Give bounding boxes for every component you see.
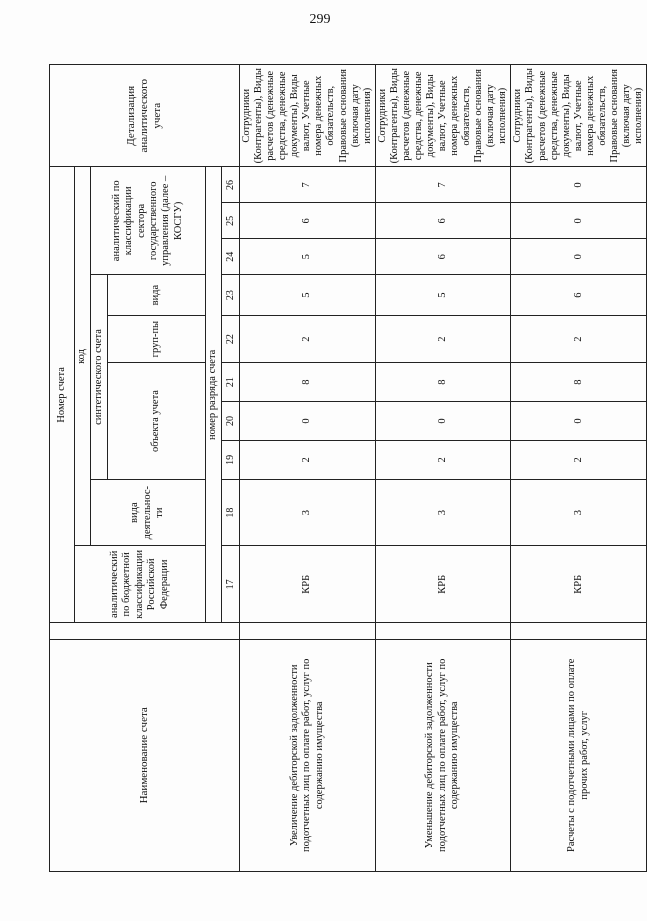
digit-cell: 25 <box>222 203 240 239</box>
accounts-table <box>49 64 647 872</box>
header-activity-type: вида деятельнос-ти <box>91 479 206 546</box>
header-account-object: объекта учета <box>108 363 206 480</box>
value-cell: 6 <box>375 203 511 239</box>
rotated-sheet <box>49 64 644 872</box>
digit-cell: 18 <box>222 479 240 546</box>
value-cell: 2 <box>375 316 511 363</box>
value-cell: 2 <box>511 440 647 479</box>
value-cell: КРБ <box>511 546 647 623</box>
digit-cell: 21 <box>222 363 240 402</box>
header-account-name: Наименование счета <box>50 639 240 871</box>
page-number: 299 <box>309 12 331 27</box>
value-cell: 8 <box>511 363 647 402</box>
table-row <box>375 65 511 872</box>
account-name-cell: Уменьшение дебиторской задолженности подотчетных лиц по оплате работ, услуг по содержанию имущества <box>375 639 511 871</box>
digit-cell: 20 <box>222 402 240 441</box>
detail-cell: Сотрудники (Контрагенты), Виды расчетов (денежные средства, денежные документы), Виды валют, Учетные номера денежных обязательств, Правовые основания (включая дату исполнения) <box>511 65 647 168</box>
value-cell: 8 <box>240 363 376 402</box>
value-cell: 2 <box>375 440 511 479</box>
header-kind: вида <box>108 275 206 316</box>
value-cell: КРБ <box>375 546 511 623</box>
value-cell: 5 <box>240 239 376 275</box>
blank-cell <box>375 623 511 639</box>
value-cell: 7 <box>240 167 376 203</box>
value-cell: 0 <box>511 402 647 441</box>
value-cell: 3 <box>375 479 511 546</box>
value-cell: 5 <box>240 275 376 316</box>
header-analytic-kosgu: аналитический по классификации сектора государственного управления (далее – КОСГУ) <box>91 167 206 275</box>
value-cell: 6 <box>240 203 376 239</box>
value-cell: 2 <box>240 316 376 363</box>
table-row <box>240 65 376 872</box>
detail-cell: Сотрудники (Контрагенты), Виды расчетов (денежные средства, денежные документы), Виды валют, Учетные номера денежных обязательств, Правовые основания (включая дату исполнения) <box>375 65 511 168</box>
value-cell: 0 <box>240 402 376 441</box>
header-analytic-budget: аналитический по бюджетной классификации Российской Федерации <box>75 546 206 623</box>
digit-cell: 17 <box>222 546 240 623</box>
digit-cell: 26 <box>222 167 240 203</box>
value-cell: КРБ <box>240 546 376 623</box>
header-digit-number: номер разряда счета <box>206 167 222 623</box>
detail-cell: Сотрудники (Контрагенты), Виды расчетов (денежные средства, денежные документы), Виды валют, Учетные номера денежных обязательств, Правовые основания (включая дату исполнения) <box>240 65 376 168</box>
value-cell: 3 <box>240 479 376 546</box>
header-account-number: Номер счета <box>50 167 75 623</box>
value-cell: 3 <box>511 479 647 546</box>
digit-cell: 22 <box>222 316 240 363</box>
table-row <box>511 65 647 872</box>
account-name-cell: Расчеты с подотчетными лицами по оплате прочих работ, услуг <box>511 639 647 871</box>
value-cell: 6 <box>511 275 647 316</box>
digit-cell: 19 <box>222 440 240 479</box>
value-cell: 2 <box>511 316 647 363</box>
value-cell: 7 <box>375 167 511 203</box>
account-name-cell: Увеличение дебиторской задолженности подотчетных лиц по оплате работ, услуг по содержанию имущества <box>240 639 376 871</box>
header-group: груп-пы <box>108 316 206 363</box>
blank-cell <box>240 623 376 639</box>
value-cell: 2 <box>240 440 376 479</box>
digit-cell: 24 <box>222 239 240 275</box>
value-cell: 6 <box>375 239 511 275</box>
value-cell: 0 <box>511 167 647 203</box>
value-cell: 0 <box>511 203 647 239</box>
value-cell: 0 <box>511 239 647 275</box>
value-cell: 5 <box>375 275 511 316</box>
header-blank-cell <box>50 623 240 639</box>
header-code: код <box>75 167 91 546</box>
blank-cell <box>511 623 647 639</box>
header-detail: Детализация аналитического учета <box>50 65 240 168</box>
header-synthetic: синтетического счета <box>91 275 108 480</box>
value-cell: 0 <box>375 402 511 441</box>
digit-cell: 23 <box>222 275 240 316</box>
value-cell: 8 <box>375 363 511 402</box>
